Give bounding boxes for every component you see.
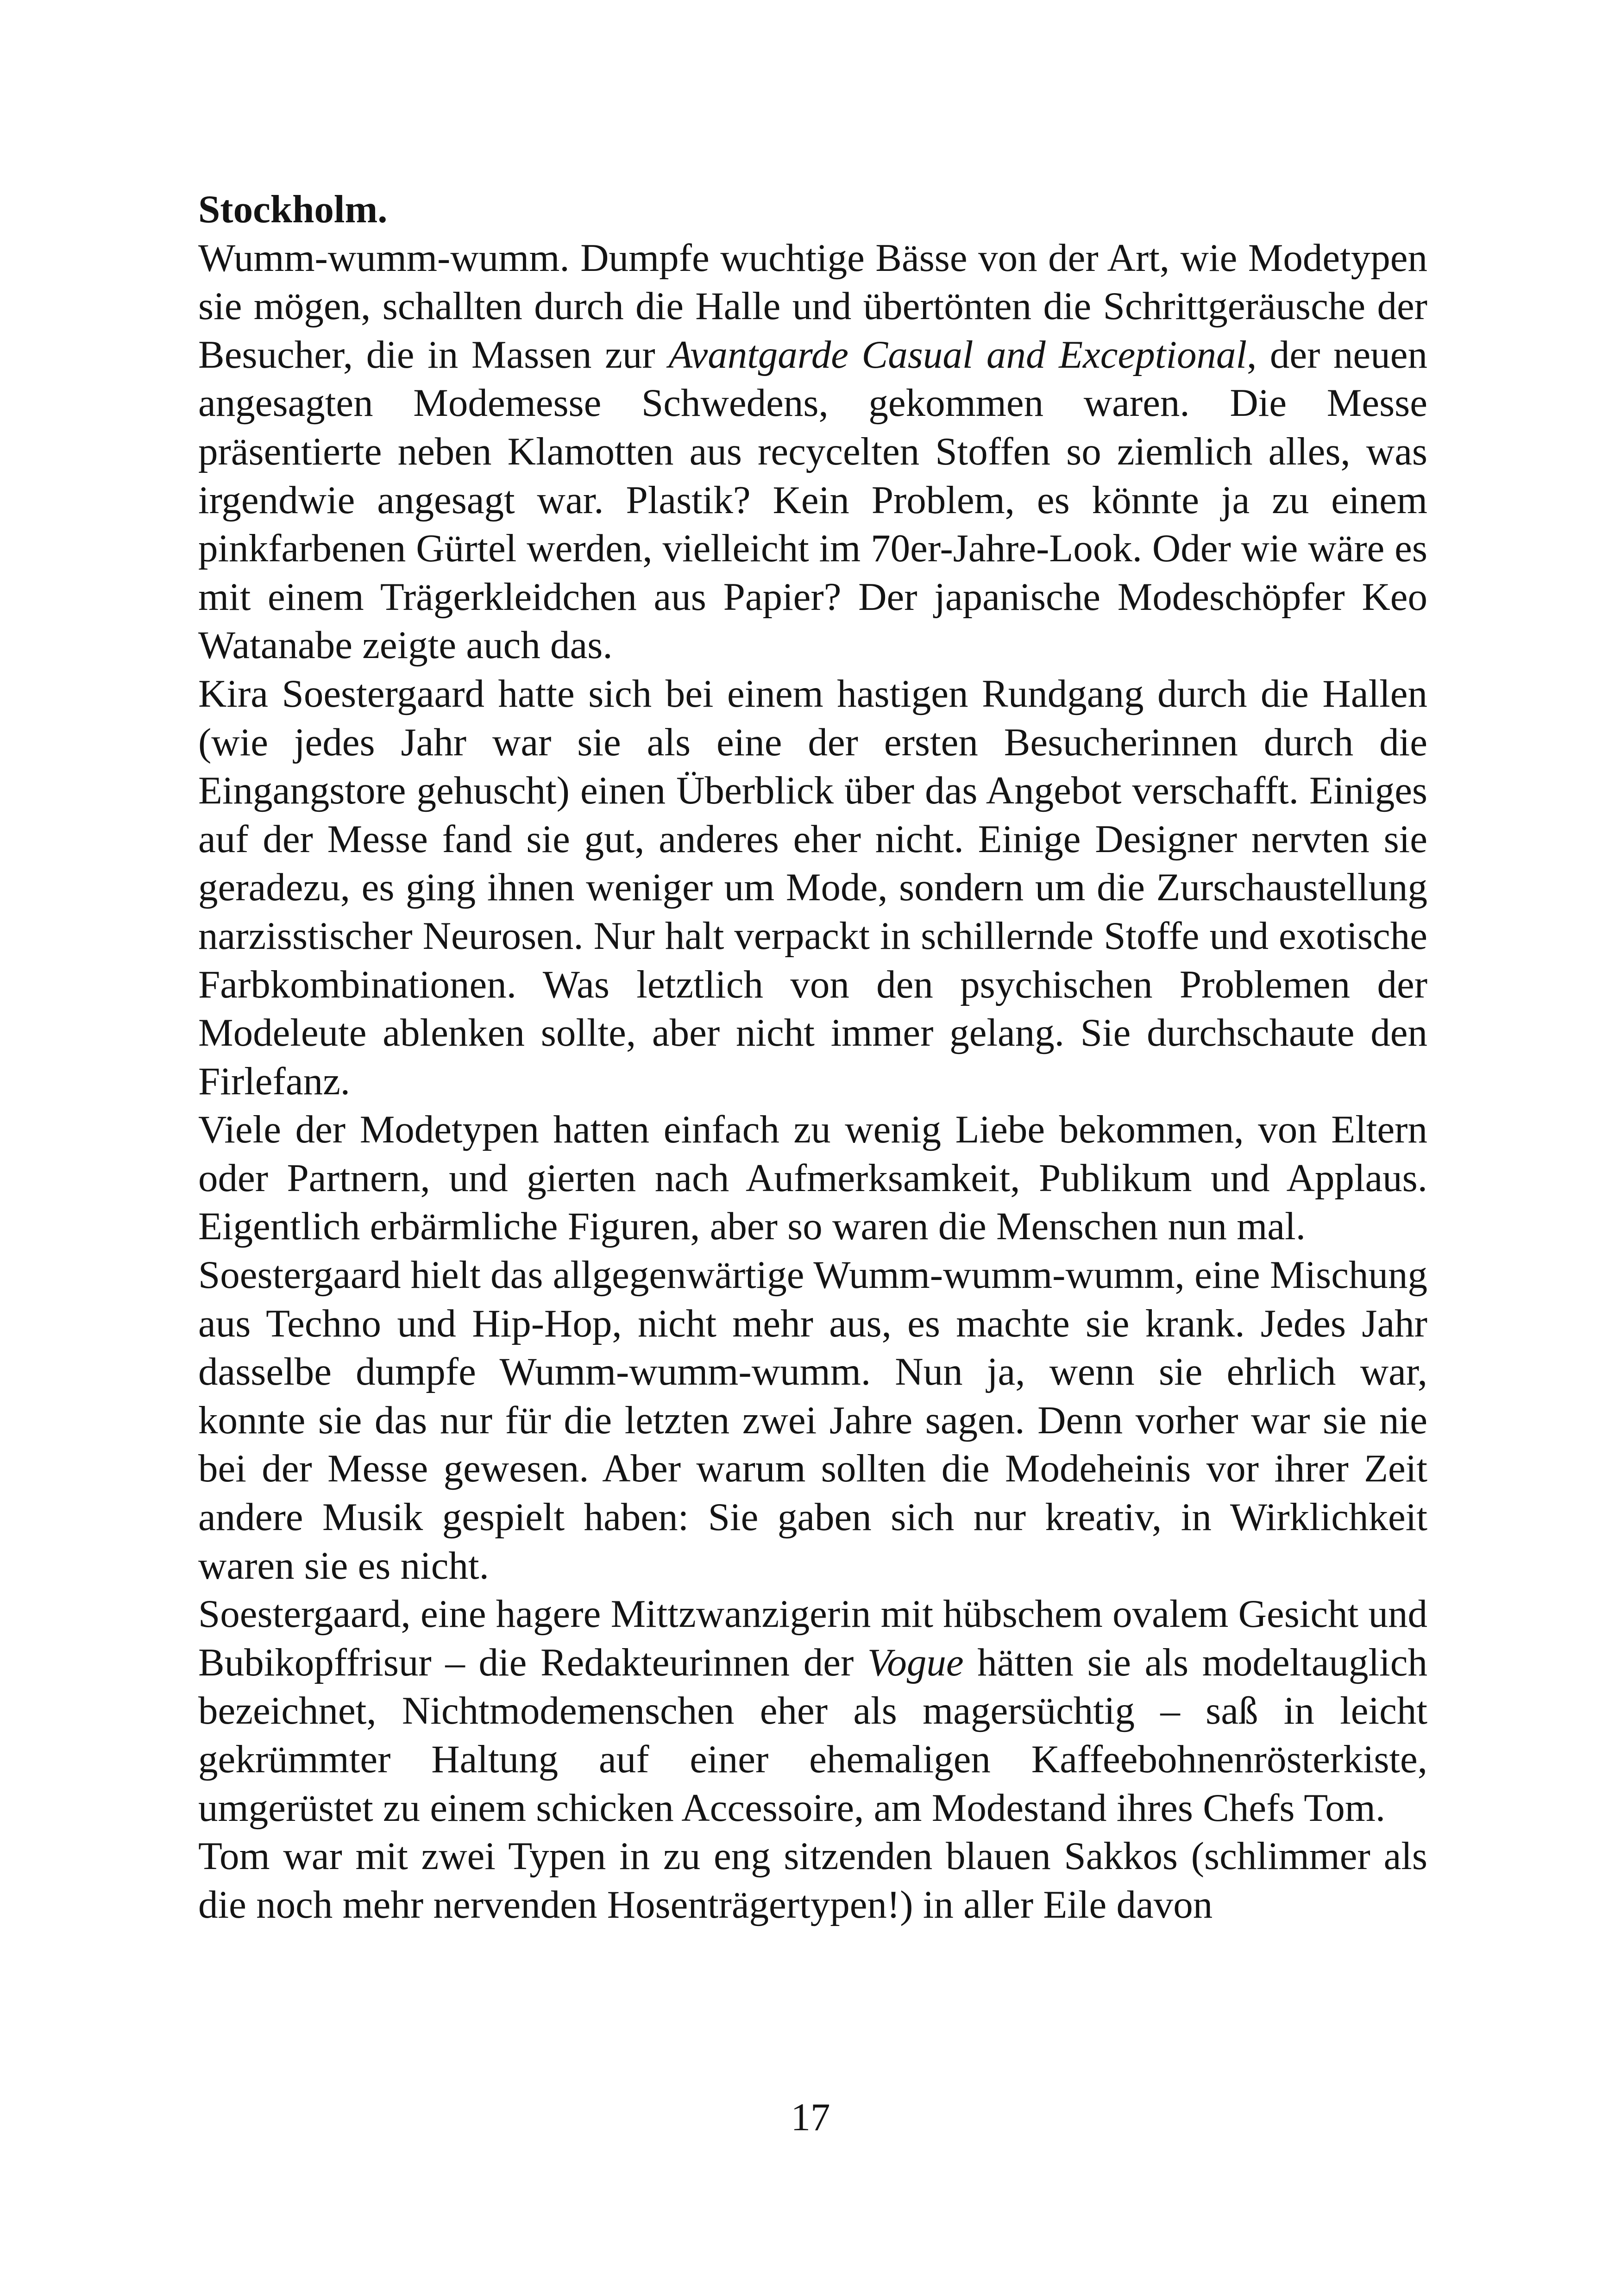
paragraph-list xyxy=(198,234,1427,1929)
text-run: Wumm-wumm-wumm. Dumpfe wuchtige Bässe von der Art, wie Modetypen sie mögen, schallten durch die Halle und übertönten die Schrittgeräusche der Besucher, die in Massen zur xyxy=(198,236,1427,376)
paragraph xyxy=(198,670,1427,1105)
paragraph xyxy=(198,1590,1427,1832)
chapter-heading: Stockholm. xyxy=(198,188,388,231)
paragraph xyxy=(198,1105,1427,1251)
text-run: hätten sie als modeltauglich bezeichnet, Nichtmodemenschen eher als magersüchtig – saß in leicht gekrümmter Haltung auf einer ehemaligen Kaffeebohnenrösterkiste, umgerüstet zu einem schicken Accessoire, am Modestand ihres Chefs Tom. xyxy=(198,1640,1427,1830)
page-number: 17 xyxy=(791,2095,830,2139)
paragraph xyxy=(198,1251,1427,1590)
text-run: Kira Soestergaard hatte sich bei einem hastigen Rundgang durch die Hallen (wie jedes Jahr war sie als eine der ersten Besucherinnen durch die Eingangstore gehuscht) einen Überblick über das Angebot verschafft. Einiges auf der Messe fand sie gut, anderes eher nicht. Einige Designer nervten sie geradezu, es ging ihnen weniger um Mode, sondern um die Zurschaustellung narzisstischer Neurosen. Nur halt verpackt in schillernde Stoffe und exotische Farbkombinationen. Was letztlich von den psychischen Problemen der Modeleute ablenken sollte, aber nicht immer gelang. Sie durchschaute den Firlefanz. xyxy=(198,671,1427,1103)
paragraph xyxy=(198,1832,1427,1929)
text-run: Tom war mit zwei Typen in zu eng sitzenden blauen Sakkos (schlimmer als die noch mehr nervenden Hosenträgertypen!) in aller Eile davon xyxy=(198,1834,1427,1926)
text-run: Soestergaard, eine hagere Mittzwanzigerin mit hübschem ovalem Gesicht und Bubikopffrisur – die Redakteurinnen der xyxy=(198,1592,1427,1684)
text-run: Soestergaard hielt das allgegenwärtige Wumm-wumm-wumm, eine Mischung aus Techno und Hip-Hop, nicht mehr aus, es machte sie krank. Jedes Jahr dasselbe dumpfe Wumm-wumm-wumm. Nun ja, wenn sie ehrlich war, konnte sie das nur für die letzten zwei Jahre sagen. Denn vorher war sie nie bei der Messe gewesen. Aber warum sollten die Modeheinis vor ihrer Zeit andere Musik gespielt haben: Sie gaben sich nur kreativ, in Wirklichkeit waren sie es nicht. xyxy=(198,1253,1427,1587)
body-text xyxy=(198,185,1427,1929)
italic-title: Avantgarde Casual and Exceptional xyxy=(668,332,1247,376)
text-run: Viele der Modetypen hatten einfach zu wenig Liebe bekommen, von Eltern oder Partnern, und gierten nach Aufmerksamkeit, Publikum und Applaus. Eigentlich erbärmliche Figuren, aber so waren die Menschen nun mal. xyxy=(198,1108,1427,1248)
italic-title: Vogue xyxy=(867,1640,964,1684)
paragraph xyxy=(198,234,1427,670)
text-run: , der neuen angesagten Modemesse Schwedens, gekommen waren. Die Messe präsentierte neben Klamotten aus recycelten Stoffen so ziemlich alles, was irgendwie angesagt war. Plastik? Kein Problem, es könnte ja zu einem pinkfarbenen Gürtel werden, vielleicht im 70er-Jahre-Look. Oder wie wäre es mit einem Trägerkleidchen aus Papier? Der japanische Modeschöpfer Keo Watanabe zeigte auch das. xyxy=(198,332,1427,667)
